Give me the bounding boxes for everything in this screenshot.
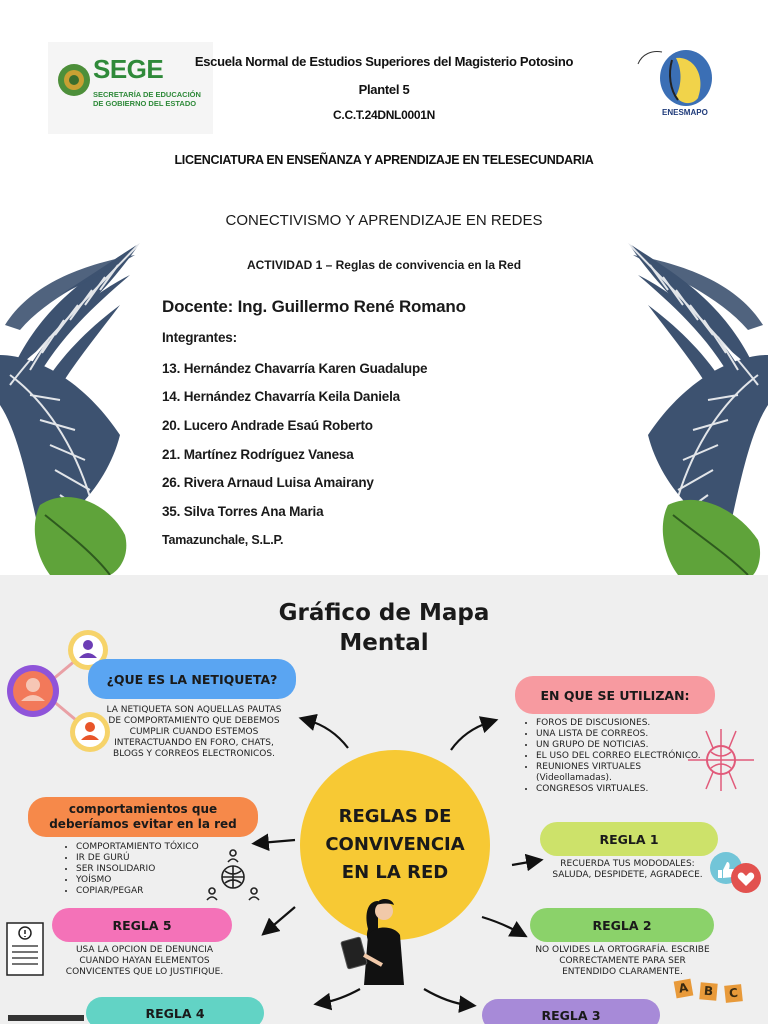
enesmapo-logo-title: ENESMAPO bbox=[662, 108, 708, 117]
rule3-pill: REGLA 3 bbox=[482, 999, 660, 1024]
avoid-pill: comportamientos que deberíamos evitar en la red bbox=[28, 797, 258, 837]
member-item: 14. Hernández Chavarría Keila Daniela bbox=[162, 389, 400, 404]
rule2-text: NO OLVIDES LA ORTOGRAFÍA. ESCRIBE CORRECTAMENTE PARA SER ENTENDIDO CLARAMENTE. bbox=[535, 945, 710, 977]
uses-pill: EN QUE SE UTILIZAN: bbox=[515, 676, 715, 714]
sege-logo-subtitle: SECRETARÍA DE EDUCACIÓN DE GOBIERNO DEL ESTADO bbox=[93, 90, 201, 108]
course-name: CONECTIVISMO Y APRENDIZAJE EN REDES bbox=[225, 212, 543, 229]
arrow-to-uses bbox=[451, 722, 490, 750]
network-people-icon bbox=[205, 847, 261, 905]
center-topic-line1: REGLAS DE bbox=[338, 806, 452, 827]
arrow-to-avoid bbox=[260, 840, 295, 843]
abc-block: A bbox=[674, 979, 694, 999]
uses-item: • EL USO DEL CORREO ELECTRÓNICO. bbox=[536, 751, 706, 762]
rule4-pill: REGLA 4 bbox=[86, 997, 264, 1024]
rule2-pill: REGLA 2 bbox=[530, 908, 714, 942]
netiqueta-pill: ¿QUE ES LA NETIQUETA? bbox=[88, 659, 296, 699]
member-item: 13. Hernández Chavarría Karen Guadalupe bbox=[162, 361, 428, 376]
like-heart-bubbles-icon bbox=[706, 848, 764, 896]
avoid-item: • COPIAR/PEGAR bbox=[76, 886, 246, 897]
uses-item: • REUNIONES VIRTUALES (Videollamadas). bbox=[536, 762, 706, 784]
location: Tamazunchale, S.L.P. bbox=[162, 533, 284, 547]
plantel: Plantel 5 bbox=[358, 82, 410, 97]
member-item: 21. Martínez Rodríguez Vanesa bbox=[162, 447, 354, 462]
arrow-to-rule3 bbox=[424, 989, 468, 1005]
uses-item: • CONGRESOS VIRTUALES. bbox=[536, 784, 706, 795]
mind-map-title-line1: Gráfico de Mapa bbox=[278, 600, 490, 626]
leaves-left-decoration bbox=[0, 235, 160, 575]
avoid-item: • IR DE GURÚ bbox=[76, 853, 246, 864]
arrow-to-rule5 bbox=[268, 907, 295, 930]
sege-logo-title: SEGE bbox=[93, 54, 164, 84]
uses-item: • UNA LISTA DE CORREOS. bbox=[536, 729, 706, 740]
members-label: Integrantes: bbox=[162, 330, 237, 345]
arrow-to-rule4 bbox=[322, 989, 360, 1003]
member-item: 26. Rivera Arnaud Luisa Amairany bbox=[162, 475, 374, 490]
school-name: Escuela Normal de Estudios Superiores del Magisterio Potosino bbox=[194, 54, 574, 69]
rule5-text: USA LA OPCION DE DENUNCIA CUANDO HAYAN ELEMENTOS CONVICENTES QUE LO JUSTIFIQUE. bbox=[65, 945, 224, 977]
rule1-pill: REGLA 1 bbox=[540, 822, 718, 856]
arrow-to-rule1 bbox=[512, 861, 535, 865]
center-topic-line3: EN LA RED bbox=[341, 862, 449, 883]
rule1-text: RECUERDA TUS MODODALES: SALUDA, DESPIDETE, AGRADECE. bbox=[552, 859, 703, 880]
avoid-item: • YOÍSMO bbox=[76, 875, 246, 886]
activity-title: ACTIVIDAD 1 – Reglas de convivencia en la Red bbox=[246, 258, 522, 272]
member-item: 20. Lucero Andrade Esaú Roberto bbox=[162, 418, 373, 433]
report-document-icon bbox=[4, 920, 48, 980]
arrow-to-netiqueta bbox=[307, 720, 348, 748]
avoid-item: • SER INSOLIDARIO bbox=[76, 864, 246, 875]
uses-item: • FOROS DE DISCUSIONES. bbox=[536, 718, 706, 729]
uses-item: • UN GRUPO DE NOTICIAS. bbox=[536, 740, 706, 751]
netiqueta-text: LA NETIQUETA SON AQUELLAS PAUTAS DE COMPORTAMIENTO QUE DEBEMOS CUMPLIR CUANDO ESTEMOS INTERACTUANDO EN FORO, CHATS, BLOGS Y CORREOS ELECTRONICOS. bbox=[106, 705, 282, 759]
abc-blocks bbox=[675, 980, 765, 1010]
mind-map-title-line2: Mental bbox=[339, 630, 429, 656]
arrow-to-rule2 bbox=[482, 917, 520, 933]
abc-block: B bbox=[699, 982, 717, 1000]
abc-block: C bbox=[724, 984, 743, 1003]
member-item: 35. Silva Torres Ana Maria bbox=[162, 504, 324, 519]
mind-map-page bbox=[0, 575, 768, 1024]
keyboard-icon bbox=[8, 1015, 84, 1021]
degree-name: LICENCIATURA EN ENSEÑANZA Y APRENDIZAJE EN TELESECUNDARIA bbox=[174, 153, 594, 167]
leaves-right-decoration bbox=[608, 235, 768, 575]
teacher-name: Docente: Ing. Guillermo René Romano bbox=[162, 297, 466, 316]
rule5-pill: REGLA 5 bbox=[52, 908, 232, 942]
school-cct: C.C.T.24DNL0001N bbox=[333, 108, 435, 122]
center-topic-line2: CONVIVENCIA bbox=[325, 834, 465, 855]
avoid-item: • COMPORTAMIENTO TÓXICO bbox=[76, 842, 246, 853]
